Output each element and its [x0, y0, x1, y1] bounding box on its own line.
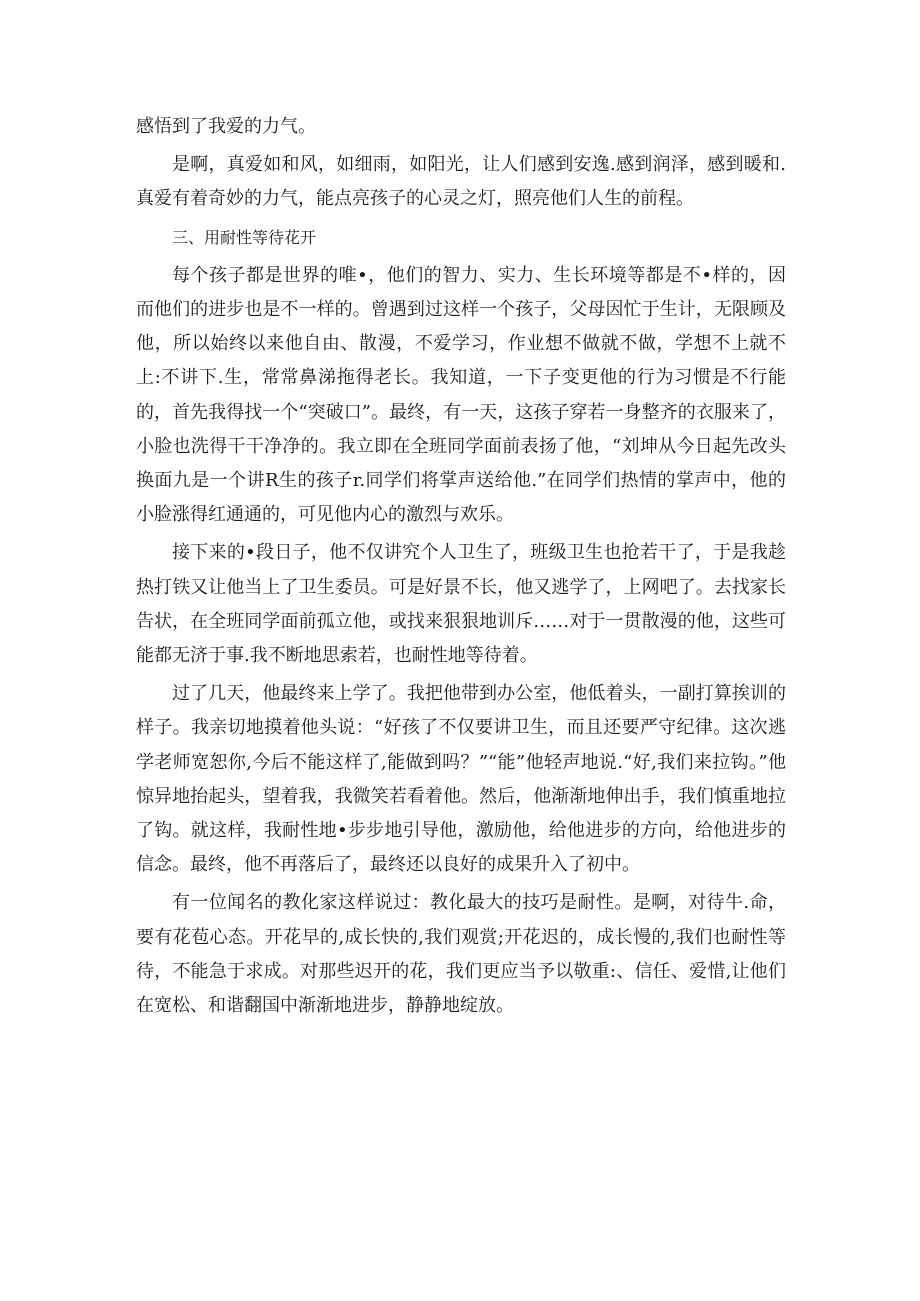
document-body: [136, 110, 786, 1027]
section-heading: 三、用耐性等待花开: [172, 227, 317, 247]
paragraph-continuation: 感悟到了我爱的力气。: [136, 116, 316, 137]
paragraph-educator-quote: 有一位闻名的教化家这样说过：教化最大的技巧是耐性。是啊，对待牛.命，要有花苞心态。开花早的,成长快的,我们观赏;开花迟的，成长慢的,我们也耐性等待，不能急于求成。对那些迟开的花，我们更应当予以敬重:、信任、爱惜,让他们在宽松、和谐翻国中渐渐地进步，静静地绽放。: [136, 892, 786, 1017]
paragraph-every-child: 每个孩子都是世界的唯•，他们的智力、实力、生长环境等都是不•样的，因而他们的进步也是不一样的。曾遇到过这样一个孩子，父母因忙于生计，无限顾及他，所以始终以来他自由、散漫，不爱学习，作业想不做就不做，学想不上就不上:不讲下.生，常常鼻涕拖得老长。我知道，一下子变更他的行为习惯是不行能的，首先我得找一个“突破口”。最终，有一天，这孩子穿若一身整齐的衣服来了，小脸也洗得干干净净的。我立即在全班同学面前表扬了他，“刘坤从今日起先改头换面九是一个讲R生的孩子r.同学们将掌声送给他.”在同学们热情的掌声中，他的小脸涨得红通通的，可见他内心的激烈与欢乐。: [136, 264, 786, 526]
paragraph-true-love: 是啊，真爱如和风，如细雨，如阳光，让人们感到安逸.感到润泽，感到暖和.真爱有着奇妙的力气，能点亮孩子的心灵之灯，照亮他们人生的前程。: [136, 154, 786, 210]
paragraph-following-days: 接下来的•段日子，他不仅讲究个人卫生了，班级卫生也抢若干了，于是我趁热打铁又让他当上了卫生委员。可是好景不长，他又逃学了，上网吧了。去找家长告状，在全班同学面前孤立他，或找来狠狠地训斥……对于一贯散漫的他，这些可能都无济于事.我不断地思索若，也耐性地等待着。: [136, 542, 786, 667]
paragraph-few-days-later: 过了几天，他最终来上学了。我把他带到办公室，他低着头，一副打算挨训的样子。我亲切地摸着他头说：“好孩了不仅要讲卫生，而且还要严守纪律。这次逃学老师宽恕你,今后不能这样了,能做到吗？”“能”他轻声地说.“好,我们来拉钩。”他惊异地抬起头，望着我，我微笑若看着他。然后，他渐渐地伸出手，我们慎重地拉了钩。就这样，我耐性地•步步地引导他，激励他，给他进步的方向，给他进步的信念。最终，他不再落后了，最终还以良好的成果升入了初中。: [136, 683, 786, 876]
